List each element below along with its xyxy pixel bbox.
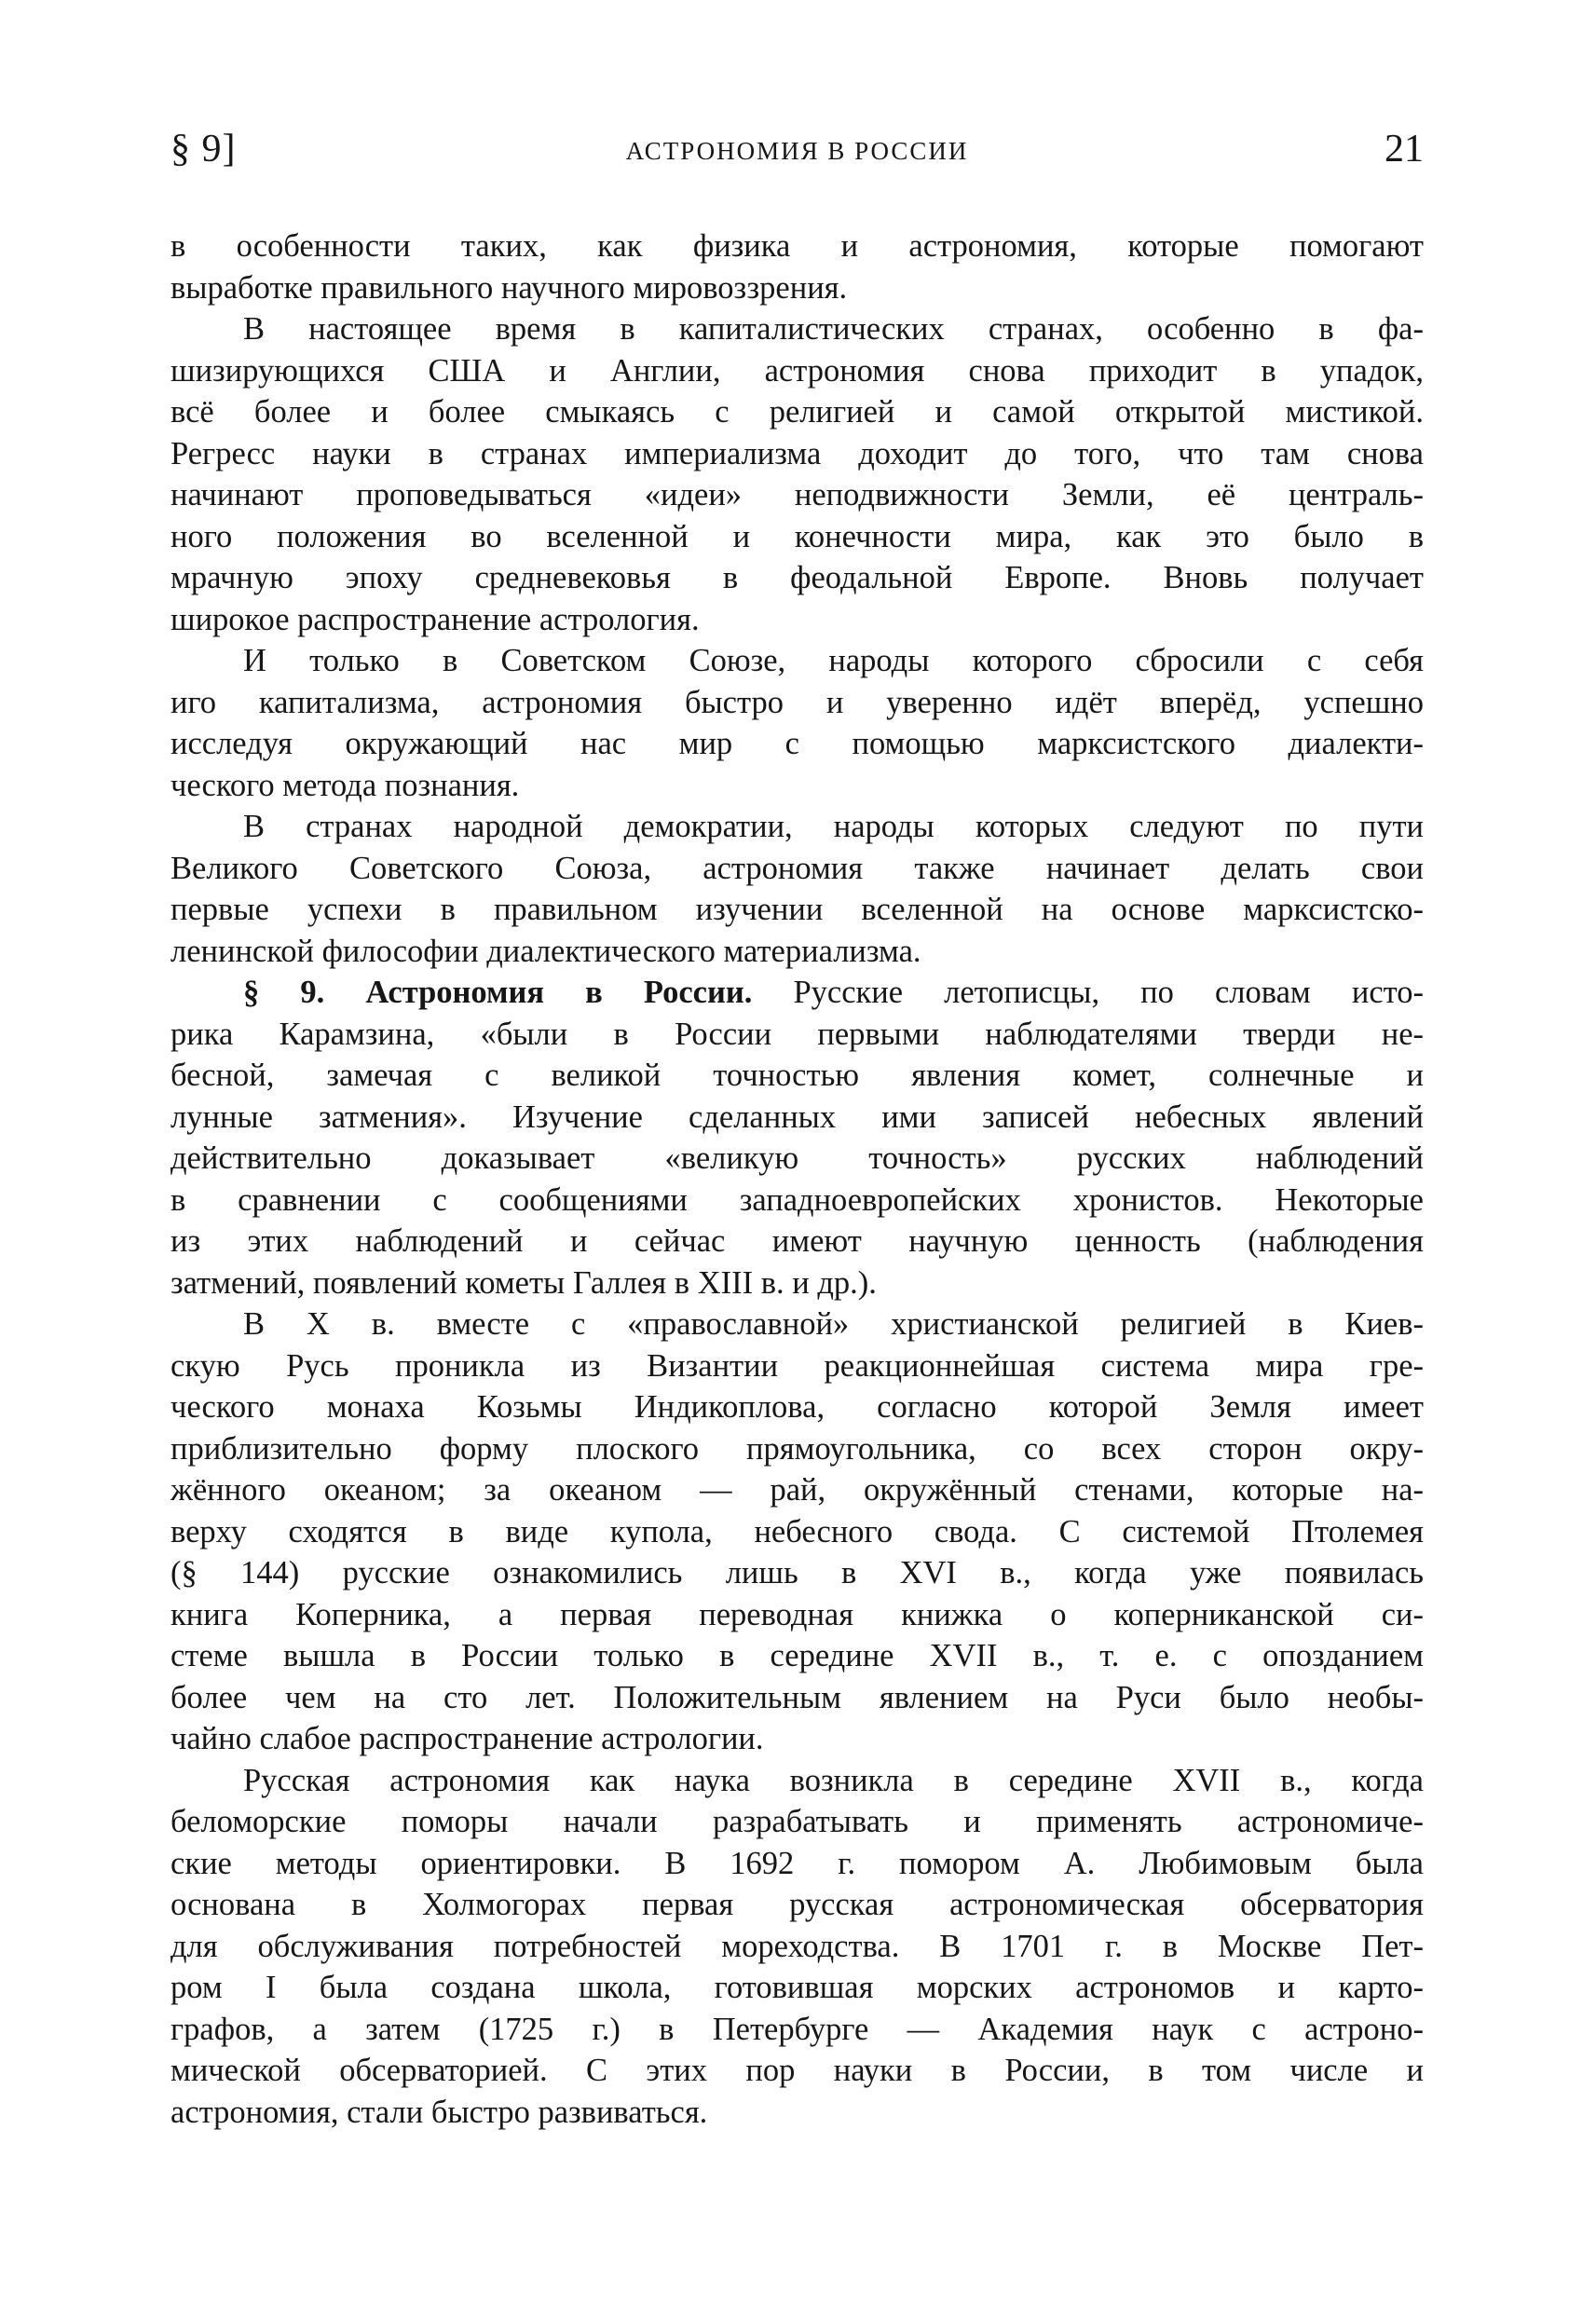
- text-line: для обслуживания потребностей мореходства. В 1701 г. в Москве Пет-: [171, 1928, 1424, 1964]
- text-line: графов, а затем (1725 г.) в Петербурге — Академия наук с астроно-: [171, 2011, 1424, 2047]
- text-line: Регресс науки в странах империализма доходит до того, что там снова: [171, 435, 1424, 471]
- text-line: В настоящее время в капиталистических странах, особенно в фа-: [243, 311, 1424, 347]
- text-line: В X в. вместе с «православной» христианской религией в Киев-: [243, 1306, 1424, 1342]
- page-body: [171, 225, 1424, 2133]
- text-line: ческого метода познания.: [171, 767, 520, 803]
- text-line: чайно слабое распространение астрологии.: [171, 1721, 764, 1756]
- text-line: действительно доказывает «великую точность» русских наблюдений: [171, 1140, 1424, 1176]
- text-line: бесной, замечая с великой точностью явления комет, солнечные и: [171, 1058, 1424, 1093]
- text-line: широкое распространение астрология.: [171, 601, 700, 637]
- text-line: в особенности таких, как физика и астрономия, которые помогают: [171, 228, 1424, 264]
- text-line: выработке правильного научного мировоззрения.: [171, 269, 848, 306]
- text-line: ленинской философии диалектического материализма.: [171, 933, 921, 969]
- text-line: (§ 144) русские ознакомились лишь в XVI в., когда уже появилась: [171, 1555, 1424, 1590]
- text-line: затмений, появлений кометы Галлея в XIII в. и др.).: [171, 1264, 877, 1301]
- text-line: из этих наблюдений и сейчас имеют научную ценность (наблюдения: [171, 1223, 1424, 1259]
- text-line: верху сходятся в виде купола, небесного свода. С системой Птолемея: [171, 1513, 1424, 1549]
- text-line: Великого Советского Союза, астрономия также начинает делать свои: [171, 850, 1424, 886]
- text-line: мрачную эпоху средневековья в феодальной Европе. Вновь получает: [171, 560, 1424, 595]
- text-line: рика Карамзина, «были в России первыми наблюдателями тверди не-: [171, 1016, 1424, 1052]
- text-line: В странах народной демократии, народы которых следуют по пути: [243, 809, 1424, 844]
- text-line: более чем на сто лет. Положительным явлением на Руси было необы-: [171, 1679, 1424, 1715]
- text-line: шизирующихся США и Англии, астрономия снова приходит в упадок,: [171, 352, 1424, 389]
- text-line: начинают проповедываться «идеи» неподвижности Земли, её централь-: [171, 477, 1424, 512]
- page-header: [171, 123, 1424, 179]
- text-line: скую Русь проникла из Византии реакционнейшая система мира гре-: [171, 1347, 1424, 1384]
- text-line: жённого океаном; за океаном — рай, окружённый стенами, которые на-: [171, 1472, 1424, 1508]
- text-line: мической обсерваторией. С этих пор науки в России, в том числе и: [171, 2053, 1424, 2088]
- text-line: лунные затмения». Изучение сделанных ими записей небесных явлений: [171, 1099, 1424, 1135]
- text-line: И только в Советском Союзе, народы которого сбросили с себя: [243, 643, 1424, 678]
- section-marker: § 9]: [171, 128, 237, 171]
- text-line: всё более и более смыкаясь с религией и самой открытой мистикой.: [171, 394, 1424, 430]
- text-line: первые успехи в правильном изучении вселенной на основе марксистско-: [171, 892, 1424, 927]
- running-title: АСТРОНОМИЯ В РОССИИ: [625, 137, 969, 165]
- text-line: ного положения во вселенной и конечности мира, как это было в: [171, 518, 1424, 554]
- text-line: астрономия, стали быстро развиваться.: [171, 2094, 708, 2130]
- page-number: 21: [1385, 128, 1424, 171]
- text-line: ские методы ориентировки. В 1692 г. помором А. Любимовым была: [171, 1845, 1424, 1881]
- section-heading: § 9. Астрономия в России.: [243, 975, 753, 1010]
- text-line-fragment: Русские летописцы, по словам исто-: [752, 975, 1424, 1010]
- text-line: приблизительно форму плоского прямоугольника, со всех сторон окру-: [171, 1430, 1424, 1467]
- text-line: беломорские поморы начали разрабатывать и применять астрономиче-: [171, 1804, 1424, 1839]
- text-line: в сравнении с сообщениями западноевропейских хронистов. Некоторые: [171, 1181, 1424, 1218]
- text-line: основана в Холмогорах первая русская астрономическая обсерватория: [171, 1887, 1424, 1922]
- section-heading-line: [171, 972, 1424, 1014]
- text-line: Русская астрономия как наука возникла в середине XVII в., когда: [243, 1762, 1424, 1798]
- text-line: исследуя окружающий нас мир с помощью марксистского диалекти-: [171, 726, 1424, 761]
- text-line: книга Коперника, а первая переводная книжка о коперниканской си-: [171, 1596, 1424, 1632]
- text-line: ром I была создана школа, готовившая морских астрономов и карто-: [171, 1970, 1424, 2005]
- text-line: ческого монаха Козьмы Индикоплова, согласно которой Земля имеет: [171, 1389, 1424, 1425]
- text-line: иго капитализма, астрономия быстро и уверенно идёт вперёд, успешно: [171, 684, 1424, 720]
- text-line: стеме вышла в России только в середине XVII в., т. е. с опозданием: [171, 1638, 1424, 1673]
